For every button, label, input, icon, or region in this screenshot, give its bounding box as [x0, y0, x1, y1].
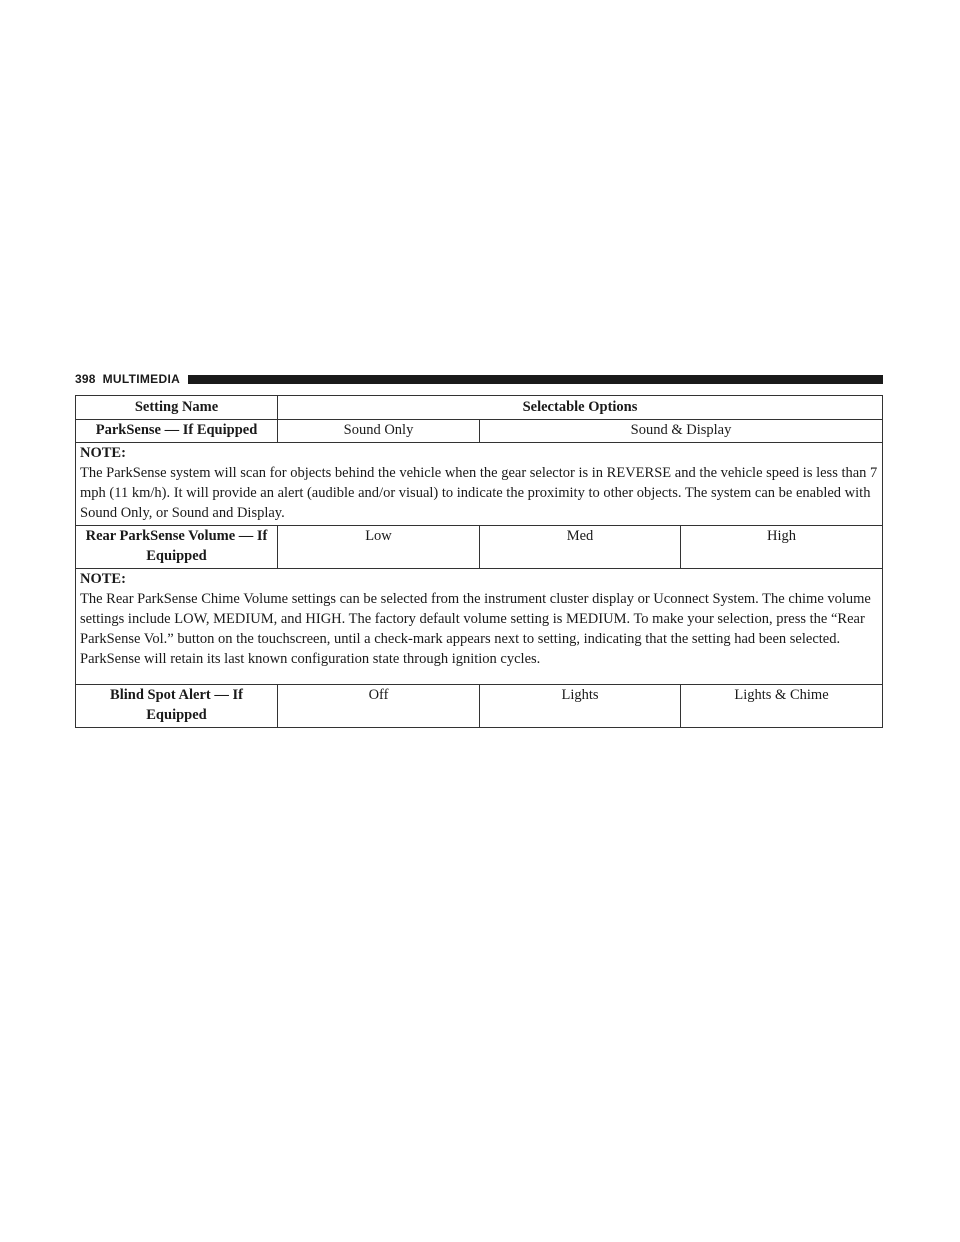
option-lights: Lights: [480, 685, 681, 728]
note-text: The Rear ParkSense Chime Volume settings can be selected from the instrument cluster display or Uconnect System. The chime volume settings include LOW, MEDIUM, and HIGH. The factory default volume setting is MEDIUM. To make your selection, press the “Rear ParkSense Vol.” button on the touchscreen, until a check-mark appears next to setting, indicating that the setting had been selected. ParkSense will retain its last known configuration state through ignition cycles.: [80, 591, 871, 667]
table-row: [76, 685, 883, 728]
setting-name-parksense: ParkSense — If Equipped: [76, 420, 278, 443]
setting-name-blind-spot-alert: Blind Spot Alert — If Equipped: [76, 685, 278, 728]
page-header: [75, 372, 883, 386]
section-title: MULTIMEDIA: [102, 372, 181, 386]
column-header-selectable-options: Selectable Options: [278, 396, 883, 420]
option-sound-display: Sound & Display: [480, 420, 883, 443]
note-row: [76, 569, 883, 685]
option-lights-chime: Lights & Chime: [681, 685, 883, 728]
page-number: 398: [75, 372, 96, 386]
option-high: High: [681, 526, 883, 569]
settings-table: [75, 395, 883, 728]
note-row: [76, 443, 883, 526]
note-parksense: [76, 443, 883, 526]
table-row: [76, 526, 883, 569]
note-label: NOTE:: [80, 571, 126, 587]
column-header-setting-name: Setting Name: [76, 396, 278, 420]
table-header-row: [76, 396, 883, 420]
option-low: Low: [278, 526, 480, 569]
header-rule: [188, 375, 883, 384]
note-text: The ParkSense system will scan for objects behind the vehicle when the gear selector is in REVERSE and the vehicle speed is less than 7 mph (11 km/h). It will provide an alert (audible and/or visual) to indicate the proximity to other objects. The system can be enabled with Sound Only, or Sound and Display.: [80, 465, 878, 521]
option-med: Med: [480, 526, 681, 569]
note-rear-parksense-volume: [76, 569, 883, 685]
option-off: Off: [278, 685, 480, 728]
option-sound-only: Sound Only: [278, 420, 480, 443]
note-label: NOTE:: [80, 445, 126, 461]
table-row: [76, 420, 883, 443]
setting-name-rear-parksense-volume: Rear ParkSense Volume — If Equipped: [76, 526, 278, 569]
